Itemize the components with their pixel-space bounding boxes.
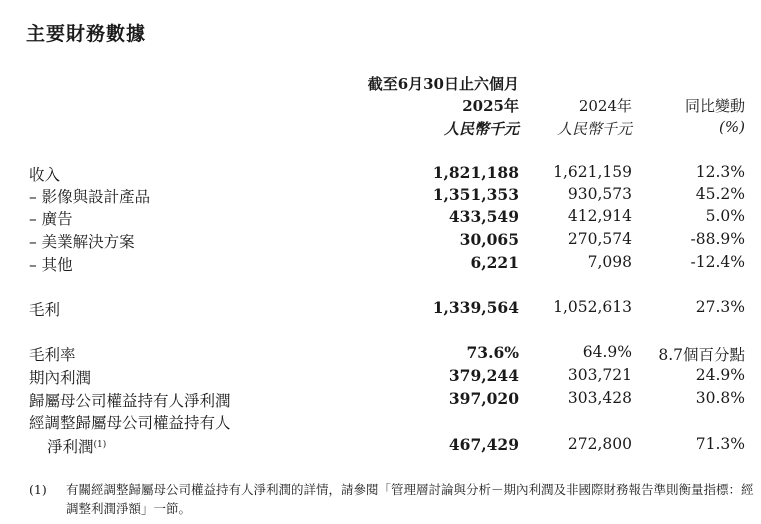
col-2025-year: 2025年 — [462, 97, 519, 115]
col-change-label: 同比變動 — [684, 97, 745, 115]
row-label: 歸屬母公司權益持有人淨利潤 — [29, 392, 231, 410]
value-2024: 303,721 — [567, 366, 632, 384]
value-2025: 397,020 — [448, 389, 519, 408]
row-label: – 美業解決方案 — [29, 233, 135, 251]
table-row-period-profit — [0, 366, 761, 388]
value-2024: 930,573 — [567, 185, 632, 203]
value-2025: 1,339,564 — [432, 298, 519, 317]
footnote-text: 有關經調整歸屬母公司權益持有人淨利潤的詳情，請參閱「管理層討論與分析－期內利潤及非國際財務報告準則衡量指標：經調整利潤淨額」一節。 — [66, 482, 754, 516]
page-title: 主要財務數據 — [26, 23, 147, 45]
value-change: 8.7個百分點 — [658, 346, 745, 364]
value-2025: 6,221 — [470, 253, 519, 272]
row-label-line2: 淨利潤 — [47, 438, 94, 456]
value-change: 45.2% — [695, 185, 745, 203]
table-row-adjusted-net-profit-line1 — [0, 411, 761, 433]
value-change: -12.4% — [690, 253, 745, 271]
row-label: 經調整歸屬母公司權益持有人 — [29, 414, 231, 432]
table-row-advertising — [0, 207, 761, 229]
value-change: -88.9% — [690, 230, 745, 248]
row-label: 毛利 — [29, 301, 61, 319]
table-row-imaging — [0, 185, 761, 207]
value-2025: 1,351,353 — [432, 185, 519, 204]
value-change: 5.0% — [705, 207, 745, 225]
value-2025: 73.6% — [466, 343, 519, 362]
value-change: 30.8% — [695, 389, 745, 407]
period-header: 截至6月30日止六個月 — [367, 75, 519, 93]
value-2025: 379,244 — [448, 366, 519, 385]
col-2024-year: 2024年 — [578, 97, 632, 115]
value-2025: 1,821,188 — [432, 163, 519, 182]
footnote-number: (1) — [29, 482, 47, 497]
table-row-gross-margin — [0, 343, 761, 365]
table-row-net-profit — [0, 389, 761, 411]
value-2024: 270,574 — [567, 230, 632, 248]
value-2024: 272,800 — [567, 435, 632, 453]
value-2024: 1,052,613 — [553, 298, 632, 316]
table-row-gross-profit — [0, 298, 761, 320]
value-change: 27.3% — [695, 298, 745, 316]
value-2024: 64.9% — [582, 343, 632, 361]
table-row-adjusted-net-profit — [0, 435, 761, 457]
value-2025: 433,549 — [448, 207, 519, 226]
row-label: 收入 — [29, 166, 61, 184]
col-2024-unit: 人民幣千元 — [556, 120, 632, 138]
row-label: – 廣告 — [29, 210, 73, 228]
value-2025: 30,065 — [459, 230, 519, 249]
value-2024: 412,914 — [567, 207, 632, 225]
footnote-ref: (1) — [93, 440, 107, 450]
col-2025-unit: 人民幣千元 — [443, 120, 519, 138]
row-label-continued — [47, 435, 106, 457]
table-row-others — [0, 253, 761, 275]
value-2024: 303,428 — [567, 389, 632, 407]
col-change-unit: (%) — [719, 118, 745, 136]
row-label: – 其他 — [29, 256, 73, 274]
value-change: 24.9% — [695, 366, 745, 384]
table-row-revenue — [0, 163, 761, 185]
value-2025: 467,429 — [448, 435, 519, 454]
table-row-beauty — [0, 230, 761, 252]
row-label: 期內利潤 — [29, 369, 92, 387]
value-2024: 1,621,159 — [553, 163, 632, 181]
value-2024: 7,098 — [587, 253, 632, 271]
value-change: 12.3% — [695, 163, 745, 181]
row-label: – 影像與設計產品 — [29, 188, 151, 206]
value-change: 71.3% — [695, 435, 745, 453]
row-label: 毛利率 — [29, 346, 76, 364]
